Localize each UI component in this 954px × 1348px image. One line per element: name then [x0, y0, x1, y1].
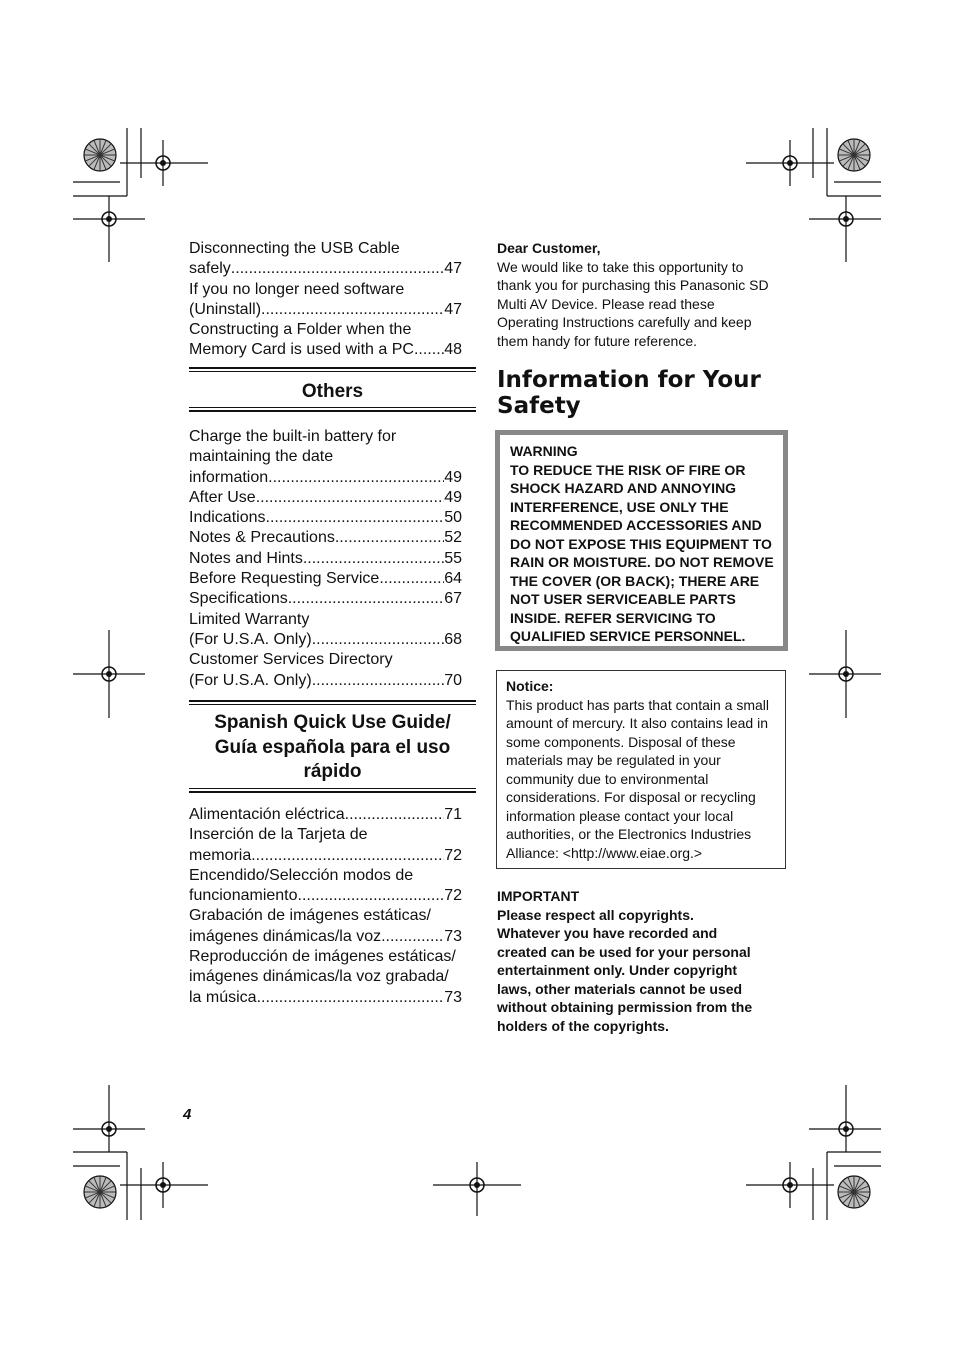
toc-leader-dots	[256, 488, 445, 508]
important-text-line: laws, other materials cannot be used	[497, 980, 743, 997]
toc-entry-title: imágenes dinámicas/la voz	[189, 927, 382, 945]
important-text-line: entertainment only. Under copyright	[497, 962, 738, 978]
others-rule-bottom	[189, 410, 476, 412]
toc-entry-title: (For U.S.A. Only)	[189, 630, 312, 648]
toc-entry-title: la música	[189, 988, 257, 1006]
spanish-heading-line: rápido	[303, 761, 362, 782]
toc-leader-dots	[335, 528, 444, 548]
notice-text-line: Alliance: <http://www.eiae.org.>	[506, 844, 703, 861]
dear-text-line: them handy for future reference.	[497, 332, 697, 349]
toc-entry	[189, 259, 462, 279]
toc-page-number: 55	[444, 549, 462, 567]
warning-box	[495, 430, 788, 651]
important-text-line: Whatever you have recorded and	[497, 925, 718, 941]
safety-title	[497, 367, 761, 419]
toc-entry	[189, 589, 462, 609]
toc-leader-dots	[381, 927, 444, 947]
dear-text-line: thank you for purchasing this Panasonic SD	[497, 277, 769, 293]
others-rule-top-thin	[189, 371, 476, 372]
toc-entry-line: Customer Services Directory	[189, 651, 393, 669]
spanish-heading-line: Guía española para el uso	[214, 736, 451, 758]
toc-entry	[189, 340, 462, 360]
important-heading: IMPORTANT	[497, 888, 580, 904]
toc-page-number: 48	[444, 341, 462, 359]
notice-text-line: authorities, or the Electronics Industries	[506, 826, 752, 842]
warning-text-line: QUALIFIED SERVICE PERSONNEL.	[510, 628, 746, 644]
toc-entry-title: (Uninstall)	[189, 300, 262, 318]
toc-leader-dots	[345, 805, 445, 825]
spanish-rule-top	[189, 700, 476, 702]
toc-page-number: 73	[444, 927, 462, 945]
toc-entry-line: imágenes dinámicas/la voz grabada/	[189, 968, 449, 986]
toc-leader-dots	[288, 589, 444, 609]
important-text-line: without obtaining permission from the	[497, 999, 753, 1015]
toc-page-number: 68	[444, 630, 462, 648]
others-rule-bottom-thin	[189, 407, 476, 408]
toc-page-number: 52	[444, 529, 462, 547]
others-rule-top	[189, 367, 476, 369]
notice-text-line: information please contact your local	[506, 807, 734, 824]
spanish-rule-top-thin	[189, 704, 476, 705]
page-number: 4	[183, 1106, 192, 1123]
toc-entry-title: funcionamiento	[189, 887, 298, 905]
dear-text-line: Operating Instructions carefully and keep	[497, 314, 752, 330]
toc-entry	[189, 630, 462, 650]
toc-leader-dots	[303, 549, 444, 569]
toc-entry	[189, 671, 462, 691]
notice-text-line: some components. Disposal of these	[506, 733, 736, 750]
toc-entry-title: Specifications	[189, 590, 288, 608]
warning-text	[510, 442, 774, 646]
toc-page-number: 47	[444, 260, 462, 278]
toc-leader-dots	[257, 988, 445, 1008]
toc-page-number: 70	[444, 671, 462, 689]
warning-box-inner	[500, 435, 783, 646]
notice-text-line: materials may be regulated in your	[506, 752, 721, 768]
toc-page-number: 64	[444, 570, 462, 588]
toc-entry-line: Disconnecting the USB Cable	[189, 240, 400, 257]
toc-entry-title: memoria	[189, 846, 252, 864]
toc-entry	[189, 886, 462, 906]
toc-entry-title: Before Requesting Service	[189, 570, 380, 588]
toc-entry-title: Memory Card is used with a PC	[189, 341, 414, 359]
toc-entry-title: After Use	[189, 488, 256, 506]
toc-leader-dots	[312, 671, 445, 691]
warning-text-line: WARNING	[510, 443, 578, 459]
warning-text-line: INSIDE. REFER SERVICING TO	[510, 609, 716, 626]
toc-entry	[189, 549, 462, 569]
toc-page-number: 67	[444, 590, 462, 608]
important-text-line: Please respect all copyrights.	[497, 906, 694, 923]
spanish-rule-bottom-thin	[189, 788, 476, 789]
toc-entry	[189, 569, 462, 589]
notice-text-line: considerations. For disposal or recycling	[506, 789, 756, 805]
notice-text-line: This product has parts that contain a small	[506, 696, 770, 713]
dear-heading: Dear Customer,	[497, 240, 601, 256]
toc-leader-dots	[251, 846, 444, 866]
safety-title-line: Safety	[497, 393, 581, 419]
toc-page-number: 72	[444, 846, 462, 864]
warning-text-line: RAIN OR MOISTURE. DO NOT REMOVE	[510, 554, 774, 570]
notice-heading: Notice:	[506, 678, 554, 694]
toc-others-list	[189, 427, 462, 691]
toc-entry-title: (For U.S.A. Only)	[189, 671, 312, 689]
notice-text	[506, 677, 769, 862]
toc-entry	[189, 488, 462, 508]
dear-text-line: We would like to take this opportunity to	[497, 258, 744, 275]
toc-entry-title: Notes and Hints	[189, 549, 303, 567]
toc-entry	[189, 988, 462, 1008]
toc-leader-dots	[268, 468, 444, 488]
toc-leader-dots	[298, 886, 445, 906]
dear-customer-block	[497, 239, 769, 350]
toc-leader-dots	[414, 340, 444, 360]
toc-entry-line: Constructing a Folder when the	[189, 321, 412, 339]
toc-page-number: 73	[444, 988, 462, 1006]
toc-entry-line: If you no longer need software	[189, 280, 405, 298]
important-block	[497, 887, 752, 1035]
toc-entry-line: Limited Warranty	[189, 610, 310, 628]
toc-leader-dots	[379, 569, 444, 589]
toc-entry-line: Inserción de la Tarjeta de	[189, 826, 368, 844]
dear-text-line: Multi AV Device. Please read these	[497, 295, 715, 312]
toc-entry-line: Grabación de imágenes estáticas/	[189, 907, 431, 925]
toc-top-list	[189, 239, 462, 361]
toc-spanish-list	[189, 805, 462, 1008]
toc-page-number: 49	[444, 468, 462, 486]
spanish-heading	[189, 711, 476, 785]
toc-entry-title: safely	[189, 260, 231, 278]
toc-leader-dots	[231, 259, 444, 279]
warning-text-line: SHOCK HAZARD AND ANNOYING	[510, 480, 737, 496]
safety-title-line: Information for Your	[497, 367, 761, 393]
toc-entry-title: Notes & Precautions	[189, 529, 335, 547]
warning-text-line: THE COVER (OR BACK); THERE ARE	[510, 572, 760, 589]
warning-text-line: NOT USER SERVICEABLE PARTS	[510, 591, 736, 607]
dear-text	[497, 258, 769, 351]
toc-entry	[189, 927, 462, 947]
warning-text-line: TO REDUCE THE RISK OF FIRE OR	[510, 461, 746, 478]
important-text	[497, 906, 752, 1036]
toc-entry	[189, 528, 462, 548]
toc-entry-title: Alimentación eléctrica	[189, 806, 345, 823]
warning-text-line: DO NOT EXPOSE THIS EQUIPMENT TO	[510, 535, 772, 552]
spanish-heading-line: Spanish Quick Use Guide/	[214, 712, 451, 733]
toc-leader-dots	[312, 630, 445, 650]
toc-leader-dots	[266, 508, 445, 528]
toc-leader-dots	[261, 300, 444, 320]
toc-entry-line: Reproducción de imágenes estáticas/	[189, 948, 456, 966]
toc-page-number: 47	[444, 300, 462, 318]
notice-text-line: community due to environmental	[506, 770, 709, 787]
toc-page-number: 49	[444, 488, 462, 506]
spanish-rule-bottom	[189, 791, 476, 793]
toc-entry	[189, 805, 462, 825]
others-heading: Others	[301, 381, 364, 402]
toc-entry	[189, 468, 462, 488]
toc-entry-title: Indications	[189, 509, 266, 527]
toc-entry-line: Encendido/Selección modos de	[189, 866, 414, 884]
toc-entry	[189, 846, 462, 866]
toc-page-number: 72	[444, 887, 462, 905]
warning-text-line: RECOMMENDED ACCESSORIES AND	[510, 517, 762, 533]
important-text-line: created can be used for your personal	[497, 943, 751, 960]
important-text-line: holders of the copyrights.	[497, 1017, 669, 1034]
notice-text-line: amount of mercury. It also contains lead in	[506, 715, 768, 731]
toc-entry-title: information	[189, 468, 269, 486]
notice-body	[506, 696, 769, 863]
toc-page-number: 71	[444, 806, 462, 823]
toc-entry	[189, 300, 462, 320]
notice-box	[496, 670, 786, 869]
toc-entry-line: Charge the built-in battery for	[189, 428, 397, 445]
warning-text-line: INTERFERENCE, USE ONLY THE	[510, 498, 729, 515]
toc-page-number: 50	[444, 509, 462, 527]
toc-entry-line: maintaining the date	[189, 448, 334, 466]
toc-entry	[189, 508, 462, 528]
